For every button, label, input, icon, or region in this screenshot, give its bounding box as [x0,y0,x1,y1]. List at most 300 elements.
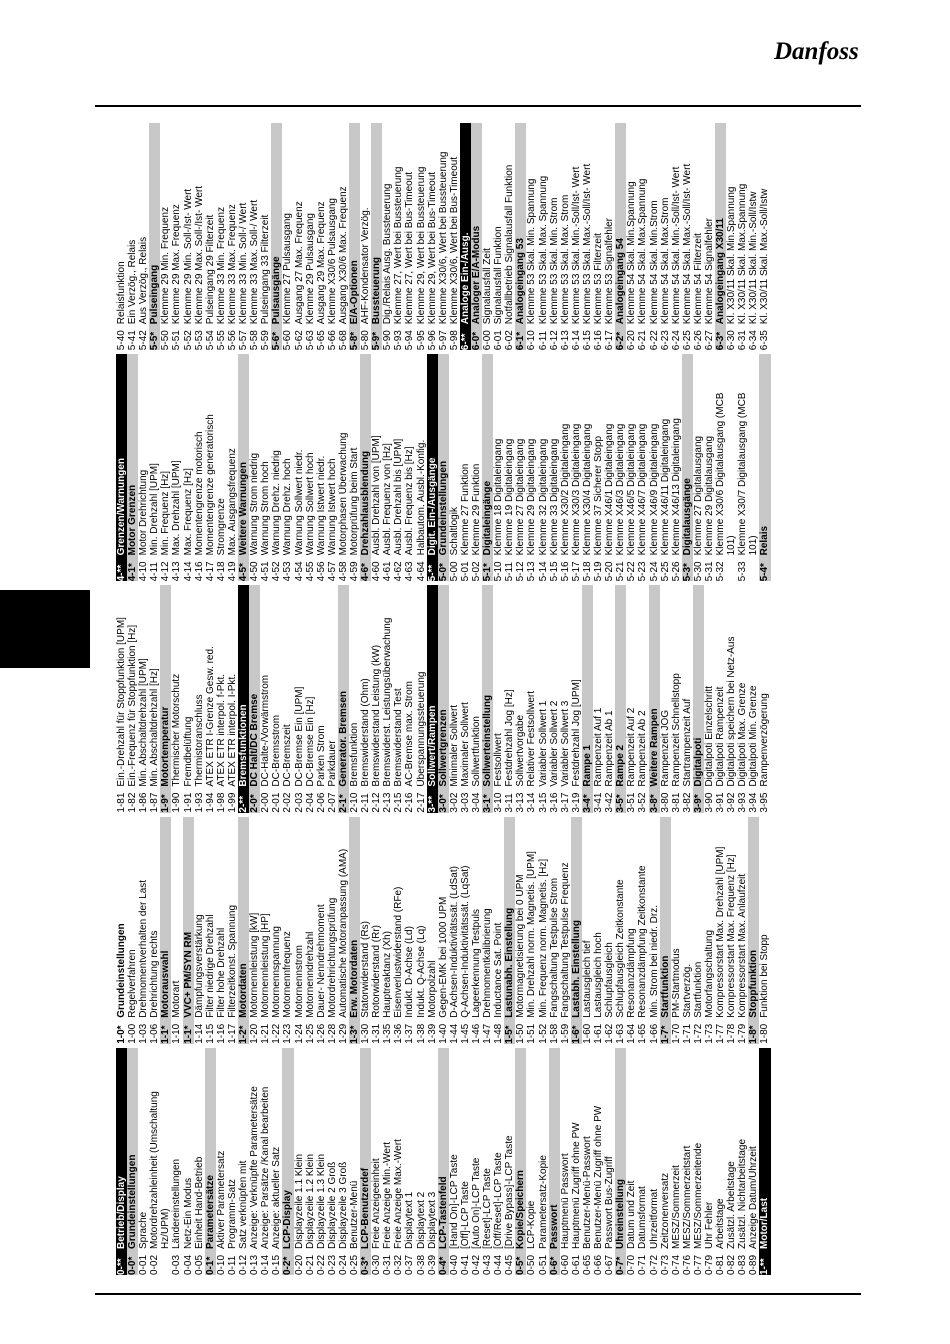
parameter-name: Analogeingang X30/11 [715,218,727,325]
parameter-number: 1-9* [160,794,172,813]
parameter-row [538,354,549,581]
parameter-row [693,123,704,350]
parameter-row [604,1048,615,1275]
parameter-number: 1-20 [249,1023,261,1044]
parameter-name: Freie Anzeige Min.-Wert [382,1141,394,1249]
parameter-name: Statorwiderstand (Rs) [360,921,372,1018]
parameter-name: LCP-Display [282,1190,294,1249]
parameter-name: [Reset]-LCP Taste [482,1168,494,1249]
parameter-row [382,123,393,350]
parameter-number: 4-5* [238,563,250,582]
parameter-number: 1-63 [615,1023,627,1044]
parameter-row [726,817,737,1044]
parameter-number: 4-18 [215,561,227,582]
parameter-number: 0-44 [493,1254,505,1275]
parameter-number: 5-50 [160,330,172,351]
parameter-number: 6-23 [659,330,671,351]
parameter-row [526,123,537,350]
parameter-column [116,123,861,350]
parameter-subgroup-header [438,585,449,812]
parameter-number: 3-52 [637,792,649,813]
parameter-name: VVC+ PM/SYN RM [182,931,194,1018]
parameter-name: Aktiver Parametersatz [215,1150,227,1249]
parameter-row [149,817,160,1044]
parameter-name: Klemme 32 Digitaleingang [537,438,549,556]
parameter-number: 0-25 [348,1254,360,1275]
parameter-number: 5-95 [415,330,427,351]
parameter-row [249,817,260,1044]
parameter-row [615,817,626,1044]
parameter-name: Gegen-EMK bei 1000 UPM [437,896,449,1018]
parameter-row [238,1048,249,1275]
parameter-subgroup-header [615,1048,626,1275]
parameter-name: Klemme X30/6 Digitalausgang (MCB [715,392,727,556]
parameter-number: 3-16 [548,792,560,813]
parameter-number: 6-27 [703,330,715,351]
parameter-name: Überspannungssteuerung [415,671,427,787]
parameter-name: Inductance Sat. Point [493,922,505,1018]
parameter-number: 5-21 [615,561,627,582]
parameter-number: 0-7* [615,1256,627,1275]
parameter-number: 4-50 [249,561,261,582]
parameter-table [116,123,861,1275]
parameter-row [216,1048,227,1275]
parameter-subgroup-header [371,123,382,350]
parameter-name: Hauptmenü Zugriff ohne PW [570,1122,582,1249]
parameter-subgroup-header [238,817,249,1044]
parameter-subgroup-header [571,817,582,1044]
parameter-number: 1-30 [360,1023,372,1044]
parameter-row [382,817,393,1044]
parameter-number: 1-70 [670,1023,682,1044]
parameter-number: 1-48 [493,1023,505,1044]
parameter-name: Hauptmenü Passwort [559,1153,571,1249]
parameter-name: Ausbl. Frequenz bis [Hz] [404,446,416,556]
parameter-number: 0-50 [526,1254,538,1275]
parameter-number: 0-45 [504,1254,516,1275]
parameter-row [393,123,404,350]
parameter-row [194,1048,205,1275]
parameter-number: 0-23 [326,1254,338,1275]
parameter-row [216,123,227,350]
parameter-name: Bremswiderst. Leistungsüberwachung [382,617,394,787]
parameter-name: Einheit Hand-Betrieb [193,1156,205,1249]
parameter-name: Schaltlogik [448,507,460,556]
parameter-number: 0-15 [271,1254,283,1275]
parameter-row [504,123,515,350]
parameter-name: Betrieb/Display [116,1176,127,1249]
parameter-row [393,1048,404,1275]
parameter-name: Klemme X46/9 Digitaleingang [648,423,660,556]
parameter-row [560,585,571,812]
parameter-name: Eisenverlustwiderstand (RFe) [393,886,405,1018]
parameter-name: Zusätzl. Nichtarbeitstage [737,1138,749,1249]
parameter-subgroup-header [127,354,138,581]
parameter-number: 0-22 [315,1254,327,1275]
parameter-name: Passwort [548,1204,560,1249]
parameter-name: 101) [748,535,760,556]
parameter-name: DC-Bremse Ein [UPM] [293,686,305,787]
parameter-number: 1-1* [182,1025,194,1044]
parameter-number: 1-40 [437,1023,449,1044]
parameter-row [759,123,770,350]
parameter-name: Klemme X46/3 Digitaleingang [615,423,627,556]
parameter-number: 0-67 [604,1254,616,1275]
parameter-number: 6-13 [559,330,571,351]
parameter-row [460,1048,471,1275]
parameter-name: Resonanzdämpfung Zeitkonstante [637,865,649,1018]
parameter-name: Freie Anzeige Max.-Wert [393,1139,405,1249]
parameter-number: 1-39 [426,1023,438,1044]
parameter-name: Relaisfunktion [116,261,127,325]
parameter-number: 6-17 [604,330,616,351]
parameter-number: 3-4* [581,794,593,813]
parameter-row [271,354,282,581]
parameter-number: 2-16 [404,792,416,813]
parameter-row [471,817,482,1044]
parameter-name: 101) [726,535,738,556]
parameter-number: 3-90 [703,792,715,813]
parameter-row [637,817,648,1044]
parameter-name: Klemme 53 Filterzeit [593,233,605,325]
parameter-number: 3-1* [482,794,494,813]
parameter-subgroup-header [160,585,171,812]
parameter-number: 3-02 [448,792,460,813]
parameter-name: Motorfangschaltung [703,929,715,1018]
parameter-name: Festdrehzahl Jog [UPM] [570,679,582,787]
parameter-row [704,1048,715,1275]
parameter-number: 1-94 [204,792,216,813]
parameter-name: Klemme 29 Min. Soll-/Ist- Wert [182,188,194,325]
parameter-name: E/A-Optionen [348,260,360,325]
parameter-name: Digitalpoti Einzelschritt [703,685,715,787]
parameter-row [371,1048,382,1275]
parameter-number: 0-4* [437,1256,449,1275]
parameter-name: Klemme 33 Min. Frequenz [215,206,227,325]
parameter-name: Motorart [171,980,183,1018]
parameter-row [393,585,404,812]
parameter-subgroup-header [127,1048,138,1275]
parameter-row [194,585,205,812]
parameter-number: 1-93 [193,792,205,813]
parameter-name: Klemme 19 Digitaleingang [504,438,516,556]
parameter-name: Rampenzeit JOG [659,709,671,787]
parameter-row [404,817,415,1044]
parameter-row [515,585,526,812]
parameter-name: Dig./Relais Ausg. Bussteuerung [382,183,394,325]
parameter-number: 4-11 [149,562,161,582]
parameter-row [759,817,770,1044]
parameter-row [371,354,382,581]
parameter-subgroup-header [360,1048,371,1275]
parameter-row [338,1048,349,1275]
parameter-name: Zeitzonenversatz [659,1172,671,1249]
parameter-number: 0-65 [581,1254,593,1275]
parameter-number: 3-42 [604,792,616,813]
parameter-number: 5-25 [659,561,671,582]
parameter-number: 5-59 [260,330,272,351]
parameter-number: 5-90 [382,330,394,351]
parameter-name: Digitalpoti Min. Grenze [748,685,760,787]
parameter-row [294,354,305,581]
parameter-number: 0-30 [371,1254,383,1275]
parameter-number: 0-82 [726,1254,738,1275]
parameter-number: 6-10 [526,330,538,351]
parameter-row [538,1048,549,1275]
parameter-name: Ein Verzög., Relais [127,239,139,325]
parameter-group-header [759,1048,770,1275]
parameter-name: Kompressorstart Max. Drehzahl [UPM] [715,846,727,1018]
parameter-name: Variabler Sollwert 1 [537,700,549,787]
parameter-row [571,123,582,350]
parameter-number: 4-54 [293,561,305,582]
parameter-name: Drehrichtung rechts [149,930,161,1018]
parameter-number: 6-12 [548,330,560,351]
parameter-name: Maximaler Sollwert [459,702,471,787]
parameter-name: Notfallbetrieb Signalausfall Funktion [504,164,516,325]
parameter-row [171,354,182,581]
parameter-number: 6-31 [737,330,749,351]
parameter-number: 2-00 [260,792,272,813]
parameter-group-header [238,585,249,812]
parameter-name: Digitalpoti speichern bei Netz-Aus [726,636,738,787]
parameter-row [271,1048,282,1275]
parameter-name: Min. Drehzahl [UPM] [149,463,161,556]
parameter-number: 1-44 [448,1023,460,1044]
parameter-subgroup-header [582,585,593,812]
parameter-name: Grundeinstellungen [116,923,127,1018]
parameter-row [227,123,238,350]
parameter-name: DC-Bremszeit [282,724,294,787]
parameter-number: 5-97 [437,330,449,351]
parameter-number: 0-** [116,1258,127,1275]
parameter-number: 0-66 [593,1254,605,1275]
parameter-row [449,1048,460,1275]
parameter-row [294,123,305,350]
parameter-number: 0-41 [459,1254,471,1275]
parameter-number: 1-58 [548,1023,560,1044]
parameter-name: Digitalpoti Max. Grenze [737,682,749,787]
parameter-name: Klemme X46/5 Digitaleingang [626,423,638,556]
parameter-row [294,817,305,1044]
parameter-name: Motordaten [238,963,250,1018]
parameter-name: Kopie/Speichern [515,1170,527,1249]
parameter-number: 5-42 [138,330,150,351]
parameter-number: 3-** [426,795,438,813]
parameter-number: 1-90 [171,792,183,813]
parameter-name: Klemme 37 Sicherer Stopp [593,435,605,556]
parameter-row [593,123,604,350]
parameter-name: Klemme 54 Skal. Max.-Soll/Ist- Wert [681,163,693,325]
parameter-row [205,585,216,812]
parameter-number: 5-23 [637,561,649,582]
parameter-subgroup-header [748,817,759,1044]
parameter-subgroup-header [515,123,526,350]
parameter-name: Sollwert/Rampen [426,705,438,787]
parameter-column [116,1044,861,1275]
parameter-name: Motorauswahl [160,950,172,1018]
parameter-number: 3-0* [437,794,449,813]
parameter-number: 6-1* [515,331,527,351]
parameter-number: 5-10 [493,561,505,582]
parameter-name: Min. Frequenz norm. Magnetis. [Hz] [537,858,549,1018]
parameter-row [138,123,149,350]
parameter-name: Lageerkennung Testpuls [471,909,482,1018]
parameter-row [526,354,537,581]
parameter-row [360,123,371,350]
parameter-row [138,585,149,812]
parameter-name: Klemme 18 Digitaleingang [493,438,505,556]
parameter-number: 5-00 [448,561,460,582]
parameter-row [482,817,493,1044]
parameter-number: 1-51 [526,1023,538,1044]
parameter-number: 3-82 [681,792,693,813]
parameter-number: 0-43 [482,1254,494,1275]
parameter-number: 5-52 [182,330,194,351]
parameter-number: 5-15 [548,561,560,582]
parameter-name: Klemme 33 Min. Soll-/ Wert [238,202,250,325]
parameter-row [449,817,460,1044]
parameter-name: Variabler Sollwert 2 [548,700,560,787]
parameter-number: 1-1* [160,1025,172,1044]
parameter-name: Klemme 53 Skal. Max. Strom [559,194,571,325]
parameter-name: Warnung Drehz. niedrig [271,450,283,556]
parameter-number: 0-70 [626,1254,638,1275]
parameter-row [449,585,460,812]
parameter-name: Ausbl. Drehzahl bis [UPM] [393,438,405,556]
parameter-number: 0-32 [393,1254,405,1275]
parameter-number: 4-62 [393,561,405,582]
parameter-row [593,817,604,1044]
parameter-name: Kl. X30/11 Skal. Max.-Soll/Istw [759,188,771,325]
parameter-row [759,585,770,812]
parameter-row [282,817,293,1044]
parameter-number: 6-2* [615,331,627,351]
parameter-number: 1-45 [459,1023,471,1044]
parameter-number: 2-04 [304,792,316,813]
parameter-subgroup-header [615,123,626,350]
header-rule [95,105,861,107]
parameter-row [138,354,149,581]
parameter-name: Ein.-Frequenz für Stoppfunktion [Hz] [127,624,139,787]
parameter-name: Displayzeile 1.3 Klein [315,1153,327,1249]
parameter-number: 1-82 [127,792,139,813]
parameter-number: 1-5* [504,1025,516,1044]
parameter-name: Passwort Bus-Zugriff [604,1156,616,1249]
parameter-row [382,354,393,581]
parameter-number: 3-80 [659,792,671,813]
parameter-name: Anzeige: aktueller Satz [271,1146,283,1249]
parameter-subgroup-header [205,1048,216,1275]
parameter-row [593,585,604,812]
parameter-name: Bremswiderstand (Ohm) [360,678,372,787]
parameter-row [649,817,660,1044]
parameter-name: Digitalausgänge [681,478,693,556]
parameter-name: Stromgrenze [215,498,227,556]
parameter-row [260,817,271,1044]
parameter-number: 1-78 [726,1023,738,1044]
parameter-number: 3-19 [570,792,582,813]
parameter-row [748,354,759,581]
parameter-number: 6-00 [482,330,494,351]
parameter-number: 2-15 [393,792,405,813]
parameter-row [748,123,759,350]
parameter-row [726,585,737,812]
parameter-row [482,1048,493,1275]
parameter-number: 0-5* [515,1256,527,1275]
parameter-row [526,1048,537,1275]
parameter-name: Klemme 53 Skal. Min. Spannung [526,178,538,325]
parameter-number: 1-3* [348,1025,360,1044]
parameter-name: Grenzen/Warnungen [116,457,127,556]
parameter-number: 0-04 [182,1254,194,1275]
parameter-name: Ausgang 27 Max. Frequenz [293,201,305,325]
parameter-row [305,354,316,581]
parameter-number: 1-06 [149,1023,161,1044]
parameter-name: Ausbl. Drehzahl von [UPM] [371,435,383,556]
parameter-name: Lastausgleich tief [581,940,593,1018]
parameter-number: 6-3* [715,331,727,351]
parameter-number: 1-60 [581,1023,593,1044]
parameter-name: Klemme X30/4 Digitaleingang [581,423,593,556]
parameter-row [604,585,615,812]
parameter-name: Weitere Rampen [648,708,660,787]
parameter-number: 3-17 [559,792,571,813]
parameter-name: Sollwertfunktion [471,716,482,787]
parameter-row [238,123,249,350]
parameter-name: Freie Anzeigeeinheit [371,1158,383,1249]
parameter-number: 1-29 [337,1023,349,1044]
parameter-name: Benutzer-Menü Zugriff ohne PW [593,1105,605,1249]
parameter-name: Klemme 33 Max. Frequenz [226,204,238,325]
parameter-name: Drehzahlausblendung [360,450,372,556]
parameter-name: Klemme X30/2 Digitaleingang [559,423,571,556]
parameter-name: Klemme 27, Wert bei Bus-Timeout [404,171,416,325]
parameter-number: 0-3* [360,1256,372,1275]
parameter-name: Rampe 2 [615,744,627,787]
parameter-number: 1-80 [759,1023,771,1044]
parameter-number: 1-64 [626,1023,638,1044]
parameter-row [371,817,382,1044]
parameter-row [715,585,726,812]
parameter-number: 5-58 [249,330,261,351]
parameter-number: 5-13 [526,561,538,582]
parameter-name: Motornennleistung [kW] [249,912,261,1018]
parameter-name: Kompressorstart Max. Anlaufzeit [737,873,749,1018]
parameter-name: [Off/Reset]-LCP Taste [493,1152,505,1249]
parameter-subgroup-header [160,817,171,1044]
parameter-group-header [460,123,471,350]
parameter-number: 4-52 [271,561,283,582]
parameter-row [682,585,693,812]
parameter-name: DC-Halte-/Vorwärmstrom [260,674,272,787]
parameter-row [183,354,194,581]
parameter-row [305,1048,316,1275]
parameter-name: Motornennstrom [293,944,305,1018]
parameter-group-header [116,1048,127,1275]
parameter-row [560,817,571,1044]
parameter-number: 1-71 [681,1023,693,1044]
parameter-row [260,123,271,350]
parameter-name: Rampenzeit Auf 2 [626,707,638,787]
parameter-number: 1-73 [703,1023,715,1044]
parameter-number: 0-05 [193,1254,205,1275]
parameter-row [138,1048,149,1275]
parameter-name: Klemme X30/6, Wert bei Bussteuerung [437,151,449,325]
parameter-name: Klemme 29, Wert bei Bussteuerung [415,166,427,325]
parameter-number: 5-33 [737,561,749,582]
parameter-row [371,585,382,812]
